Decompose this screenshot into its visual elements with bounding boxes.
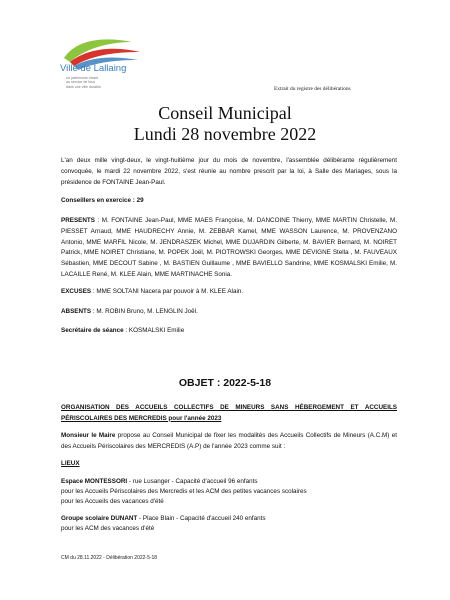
subject-heading: ORGANISATION DES ACCUEILS COLLECTIFS DE MINEURS SANS HÉBERGEMENT ET ACCUEILS PÉRISCOLAIRES DES MERCREDIS pour l'année 2023: [61, 404, 397, 422]
dunant-line: [61, 514, 266, 525]
extract-label: Extrait du registre des délibérations: [274, 86, 351, 92]
excuses-label: EXCUSES: [61, 288, 92, 295]
montessori-line: [61, 477, 258, 488]
secretaire-text: : KOSMALSKI Emilie: [123, 327, 185, 334]
montessori-label: Espace MONTESSORI: [61, 478, 128, 485]
page-footer: CM du 28.11.2022 - Délibération 2022-5-18: [61, 555, 158, 561]
intro-paragraph: L'an deux mille vingt-deux, le vingt-huitième jour du mois de novembre, l'assemblée délibérante régulièrement convoquée, le mardi 22 novembre 2022, s'est réunie au nombre prescrit par la loi, à Salle des Mariages, sous la présidence de FONTAINE Jean-Paul.: [61, 157, 397, 186]
page-title: Conseil Municipal: [158, 103, 292, 123]
dunant-line-2: pour les ACM des vacances d'été: [61, 525, 155, 532]
secretaire-paragraph: [61, 326, 397, 337]
logo-tagline-line: dans une ville durable: [66, 84, 101, 89]
excuses-text: : MME SOLTANI Nacera par pouvoir à M. KLEE Alain.: [91, 288, 244, 295]
montessori-line-3: pour les Accueils des vacances d'été: [61, 498, 164, 505]
presents-label: PRESENTS: [61, 217, 95, 224]
presents-paragraph: [61, 216, 397, 281]
absents-text: : M. ROBIN Bruno, M. LENGLIN Joël.: [91, 308, 198, 315]
montessori-line-2: pour les Accueils Périscolaires des Mercredis et les ACM des petites vacances scolaires: [61, 488, 307, 495]
proposal-label: Monsieur le Maire: [61, 432, 116, 439]
logo-tagline: [66, 76, 101, 89]
excuses-paragraph: [61, 287, 397, 298]
montessori-text: - rue Lusanger - Capacité d'accueil 96 enfants: [127, 478, 258, 485]
absents-label: ABSENTS: [61, 308, 92, 315]
page-subtitle-date: Lundi 28 novembre 2022: [133, 124, 317, 144]
presents-list: : M. FONTAINE Jean-Paul, MME MAES Françoise, M. DANCOINE Thierry, MME MARTIN Christelle, M. PIESSET Arnaud, MME HAUDRECHY Annie, M. ZEBBAR Kamel, MME WASSON Laurence, M. PROVENZANO Antonio, MME MARFIL Nicole, M. JENDRASZEK Michel, MME DUJARDIN Gilberte, M. BAVIER Bernard, M. NOIRET Patrick, MME NOIRET Christiane, M. POPEK Joël, M. PIOTROWSKI Georges, MME DEVIGNE Stella , M. FAUVEAUX Sébastien, MME DECOUT Sabine , M. BASTIEN Guillaume , MME BAVIELLO Sandrine, MME KOSMALSKI Emilie, M. LACAILLE René, M. KLEE Alain, MME MARTINACHE Sonia.: [61, 217, 397, 278]
dunant-label: Groupe scolaire DUNANT: [61, 515, 138, 522]
absents-paragraph: [61, 307, 397, 318]
objet-heading: OBJET : 2022-5-18: [178, 377, 272, 389]
dunant-text: - Place Blain - Capacité d'accueil 240 enfants: [137, 515, 266, 522]
conseillers-count: Conseillers en exercice : 29: [61, 197, 144, 204]
logo-text: Ville de Lallaing: [60, 63, 127, 74]
lieux-heading: LIEUX: [61, 460, 80, 467]
proposal-text: propose au Conseil Municipal de fixer les modalités des Accueils Collectifs de Mineurs (A.C.M) et des Accueils Périscolaires des MERCREDIS (A.P) de l'année 2023 comme suit :: [61, 432, 397, 450]
logo-tagline-line: un patrimoine vivant: [66, 76, 99, 80]
logo-tagline-line: au service de tous: [66, 80, 96, 85]
secretaire-label: Secrétaire de séance: [61, 327, 124, 334]
proposal-paragraph: [61, 431, 397, 453]
